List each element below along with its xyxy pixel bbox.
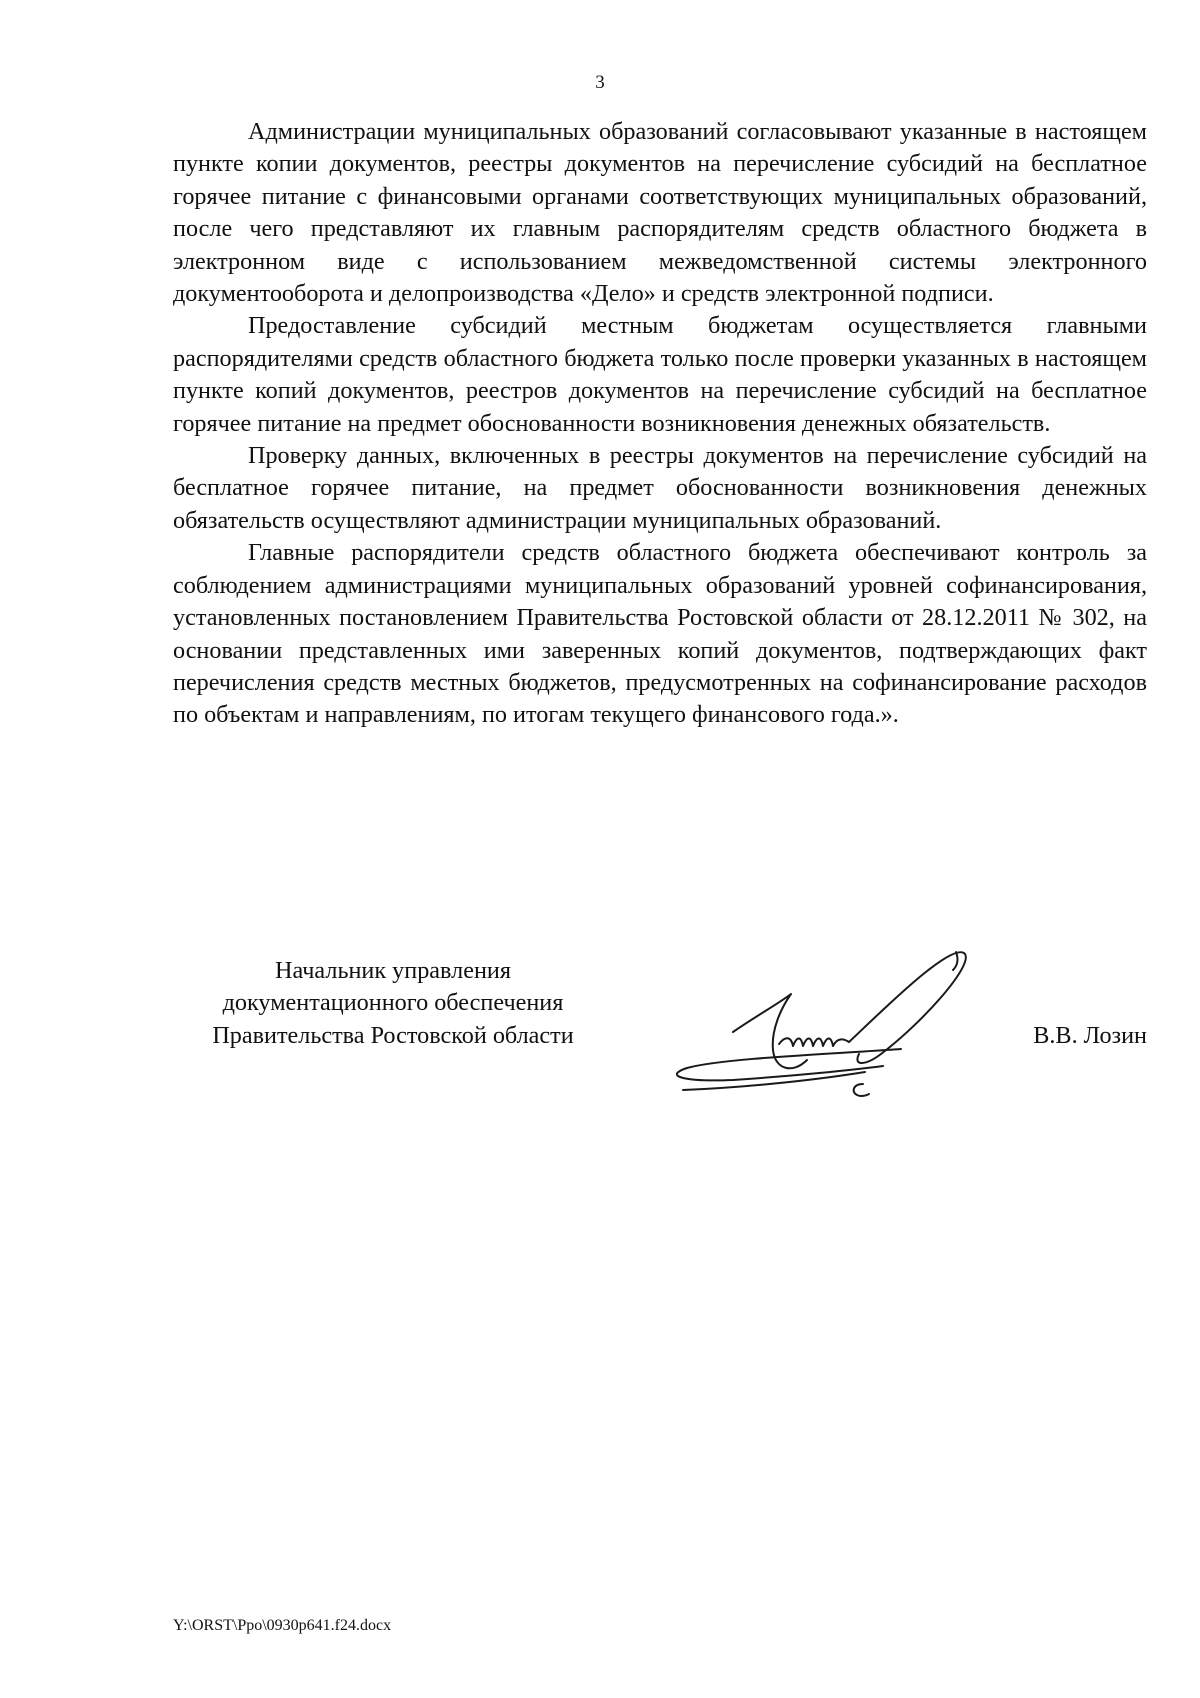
signature-block	[173, 955, 1147, 1115]
paragraph-2: Предоставление субсидий местным бюджетам осуществляется главными распорядителями средств областного бюджета только после проверки указанных в настоящем пункте копий документов, реестров документов на перечисление субсидий на бесплатное горячее питание на предмет обоснованности возникновения денежных обязательств.	[173, 312, 1147, 437]
signer-position-line-1: Начальник управления	[275, 957, 511, 984]
paragraph-4: Главные распорядители средств областного бюджета обеспечивают контроль за соблюдением администрациями муниципальных образований уровней софинансирования, установленных постановлением Правительства Ростовской области от 28.12.2011 № 302, на основании представленных ими заверенных копий документов, подтверждающих факт перечисления средств местных бюджетов, предусмотренных на софинансирование расходов по объектам и направлениям, по итогам текущего финансового года.».	[173, 539, 1147, 729]
signer-name: В.В. Лозин	[1033, 1021, 1147, 1049]
paragraph-3: Проверку данных, включенных в реестры документов на перечисление субсидий на бесплатное горячее питание, на предмет обоснованности возникновения денежных обязательств осуществляют администрации муниципальных образований.	[173, 442, 1147, 534]
document-body	[173, 116, 1147, 732]
page-number: 3	[595, 72, 605, 93]
handwritten-signature	[653, 950, 983, 1100]
signer-position-line-2: документационного обеспечения	[222, 989, 564, 1017]
signer-position	[173, 955, 613, 1052]
signer-position-line-3: Правительства Ростовской области	[212, 1021, 574, 1049]
paragraph-1: Администрации муниципальных образований согласовывают указанные в настоящем пункте копии документов, реестры документов на перечисление субсидий на бесплатное горячее питание с финансовыми органами соответствующих муниципальных образований, после чего представляют их главным распорядителям средств областного бюджета в электронном виде с использованием межведомственной системы электронного документооборота и делопроизводства «Дело» и средств электронной подписи.	[173, 118, 1147, 308]
file-path: Y:\ORST\Ppo\0930p641.f24.docx	[173, 1617, 392, 1634]
